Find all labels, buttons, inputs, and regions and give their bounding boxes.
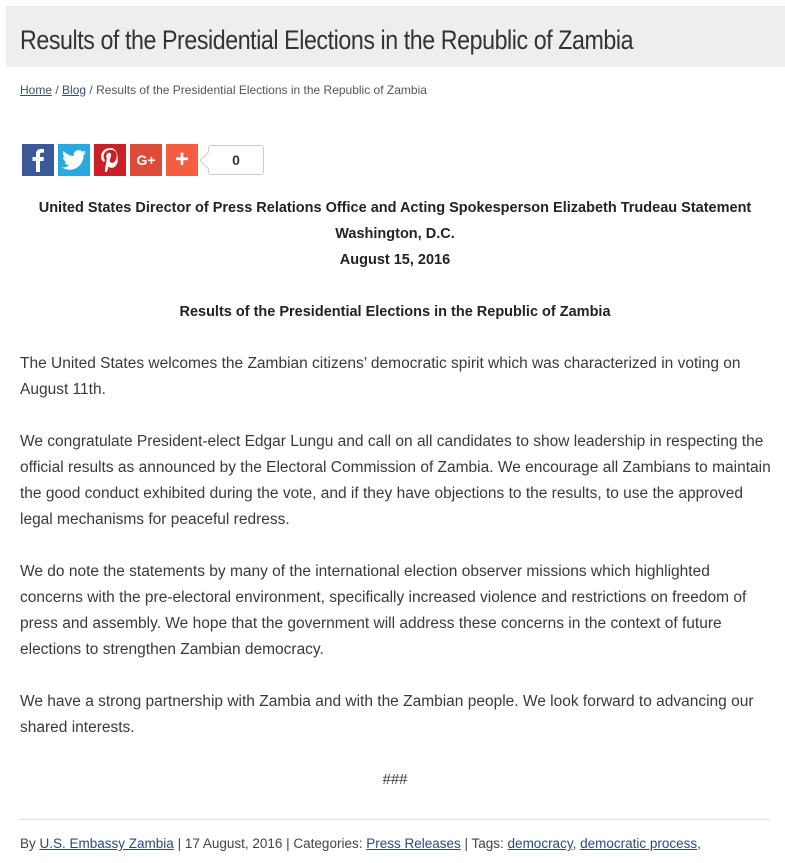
breadcrumb-separator: /: [52, 83, 63, 97]
breadcrumb-current: Results of the Presidential Elections in the Republic of Zambia: [96, 83, 427, 97]
breadcrumb-home-link[interactable]: Home: [20, 83, 53, 97]
pinterest-icon: [101, 148, 119, 172]
googleplus-share-button[interactable]: [130, 144, 162, 176]
article-paragraph: We have a strong partnership with Zambia and with the Zambian people. We look forward to advancing our shared interests.: [20, 693, 754, 736]
pinterest-share-button[interactable]: [94, 144, 126, 176]
end-mark: ###: [382, 771, 408, 788]
page-title: Results of the Presidential Elections in the Republic of Zambia: [20, 25, 634, 55]
tag-link-democracy[interactable]: democracy: [507, 836, 573, 851]
tags-label: | Tags:: [460, 836, 508, 851]
article-subtitle: Results of the Presidential Elections in the Republic of Zambia: [179, 304, 611, 320]
breadcrumb-separator: /: [86, 83, 97, 97]
facebook-share-button[interactable]: [22, 144, 54, 176]
share-buttons: [22, 144, 264, 176]
breadcrumb-blog-link[interactable]: Blog: [62, 83, 87, 97]
twitter-icon: [62, 150, 86, 170]
googleplus-icon: G+: [136, 152, 156, 168]
twitter-share-button[interactable]: [58, 144, 90, 176]
statement-date: August 15, 2016: [339, 252, 451, 268]
tag-separator: ,: [572, 836, 581, 851]
share-count: [208, 145, 264, 175]
article-paragraph: We congratulate President-elect Edgar Lungu and call on all candidates to show leadership in respecting the official results as announced by the Electoral Commission of Zambia. We encourage all Zambians to maintain the good conduct exhibited during the vote, and if they have objections to the results, to use the approved legal mechanisms for peaceful redress.: [20, 433, 771, 528]
category-link[interactable]: Press Releases: [366, 836, 461, 851]
plus-icon: +: [174, 146, 189, 173]
post-meta: [20, 836, 701, 851]
post-date: | 17 August, 2016 | Categories:: [173, 836, 367, 851]
statement-heading-line1: United States Director of Press Relations Office and Acting Spokesperson Elizabeth Trudeau Statement: [38, 200, 752, 216]
tag-separator: ,: [697, 836, 701, 851]
tag-link-democratic-process[interactable]: democratic process: [580, 836, 698, 851]
facebook-icon: [31, 148, 45, 172]
author-link[interactable]: U.S. Embassy Zambia: [39, 836, 174, 851]
breadcrumb: [20, 83, 427, 97]
article-paragraph: The United States welcomes the Zambian citizens’ democratic spirit which was characterized in voting on August 11th.: [20, 355, 741, 398]
article-paragraph: We do note the statements by many of the international election observer missions which highlighted concerns with the pre-electoral environment, specifically increased violence and restrictions on freedom of press and assembly. We hope that the government will address these concerns in the context of future elections to strengthen Zambian democracy.: [20, 563, 747, 658]
divider: [20, 819, 770, 820]
by-label: By: [20, 836, 40, 851]
statement-heading-line2: Washington, D.C.: [335, 226, 455, 242]
statement-heading: [20, 195, 770, 273]
more-share-button[interactable]: [166, 144, 198, 176]
share-count-value: 0: [232, 152, 240, 168]
page-title-bar: [6, 6, 785, 67]
